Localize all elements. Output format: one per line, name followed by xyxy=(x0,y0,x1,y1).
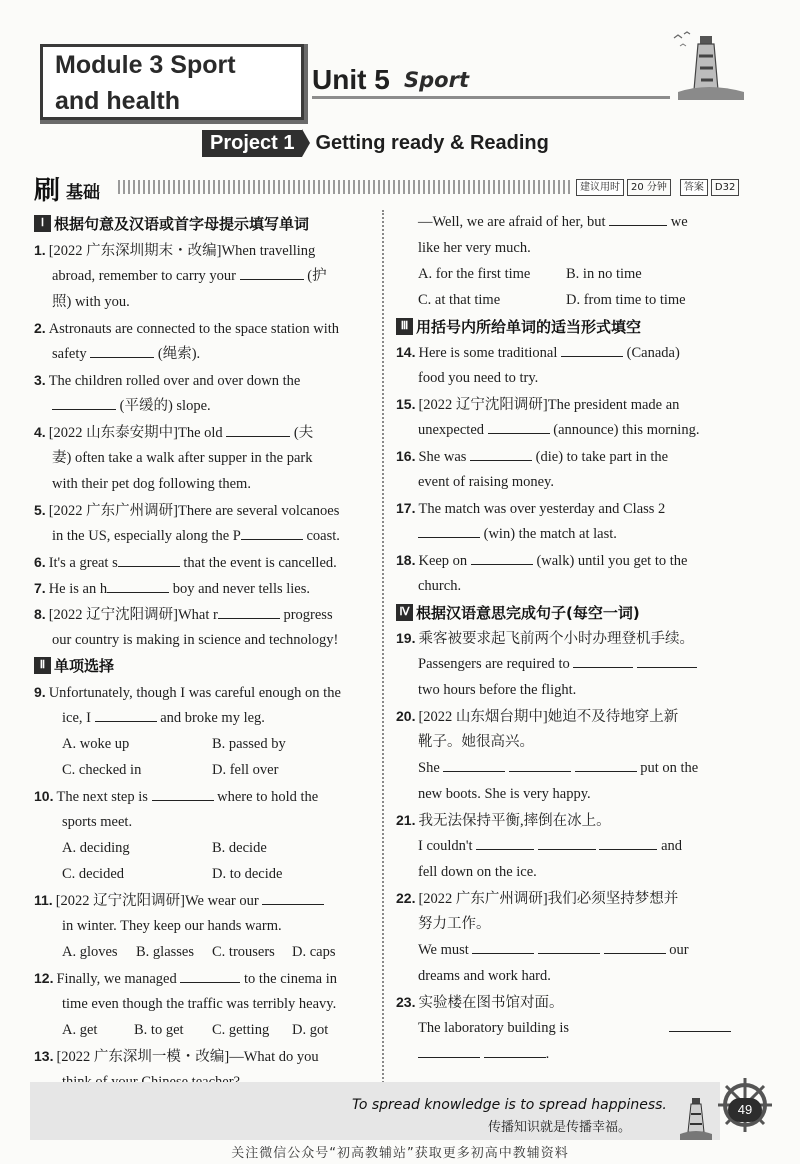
q1-text-b: abroad, remember to carry your xyxy=(52,268,236,284)
q7-blank[interactable] xyxy=(107,580,169,593)
q1-hint: (护 xyxy=(307,268,327,284)
q9-option-a[interactable]: A. woke up xyxy=(62,736,130,752)
q20-text-d: put on the xyxy=(640,760,699,776)
q5-text-a: [2022 广东广州调研]There are several volcanoes xyxy=(48,503,340,519)
q15-text-b: unexpected xyxy=(418,422,485,438)
q6-blank[interactable] xyxy=(118,554,180,567)
q9-blank[interactable] xyxy=(95,709,157,722)
q14-blank[interactable] xyxy=(561,344,623,357)
q13-option-c[interactable]: C. at that time xyxy=(418,292,501,308)
q15-line1 xyxy=(396,395,679,414)
q5-text-b: in the US, especially along the P xyxy=(52,528,241,544)
q20-blank-3[interactable] xyxy=(575,759,637,772)
q12-line1 xyxy=(34,969,337,988)
q12-option-b[interactable]: B. to get xyxy=(134,1022,184,1038)
q19-text-a: 乘客被要求起飞前两个小时办理登机手续。 xyxy=(418,631,694,647)
q13-line4: like her very much. xyxy=(418,240,531,256)
q10-blank[interactable] xyxy=(152,788,214,801)
q21-line3: fell down on the ice. xyxy=(418,864,537,880)
q9-option-d[interactable]: D. fell over xyxy=(212,762,279,778)
q7-number: 7. xyxy=(34,580,46,596)
q16-line1 xyxy=(396,447,668,466)
banner-hatch xyxy=(118,180,570,194)
project-tag: Project 1 xyxy=(202,130,302,157)
q10-text-a: The next step is xyxy=(56,789,148,805)
q13-text-a: [2022 广东深圳一模・改编]—What do you xyxy=(56,1049,319,1065)
q5-line1 xyxy=(34,501,339,520)
q22-text-a: [2022 广东广州调研]我们必须坚持梦想并 xyxy=(418,891,679,907)
q4-hint: (夫 xyxy=(293,425,314,441)
q21-line1 xyxy=(396,811,611,830)
q20-number: 20. xyxy=(396,708,416,724)
q9-line1 xyxy=(34,683,341,702)
q1-blank[interactable] xyxy=(240,267,304,280)
q13-line3 xyxy=(418,213,688,231)
q13-option-a[interactable]: A. for the first time xyxy=(418,266,531,282)
q8-blank[interactable] xyxy=(218,606,280,619)
time-box xyxy=(576,178,739,196)
section-2-title: 单项选择 xyxy=(54,657,115,675)
section-4-number: Ⅳ xyxy=(396,604,413,621)
q21-number: 21. xyxy=(396,812,416,828)
q8-text-a: [2022 辽宁沈阳调研]What r xyxy=(48,607,218,623)
q13-blank[interactable] xyxy=(609,213,667,226)
q21-blank-2[interactable] xyxy=(538,837,596,850)
q11-option-a[interactable]: A. gloves xyxy=(62,944,118,960)
q19-blank-2[interactable] xyxy=(637,655,697,668)
q18-number: 18. xyxy=(396,552,416,568)
q8-number: 8. xyxy=(34,606,46,622)
q8-text-b: progress xyxy=(283,607,333,623)
q10-text-b: where to hold the xyxy=(217,789,319,805)
q12-option-a[interactable]: A. get xyxy=(62,1022,98,1038)
q4-line1 xyxy=(34,423,313,442)
q2-hint: (绳索). xyxy=(157,346,201,362)
answer-label: 答案 xyxy=(680,179,708,196)
q17-text-a: The match was over yesterday and Class 2 xyxy=(418,501,666,517)
q2-number: 2. xyxy=(34,320,46,336)
q9-option-b[interactable]: B. passed by xyxy=(212,736,286,752)
q11-option-b[interactable]: B. glasses xyxy=(136,944,194,960)
q23-text-b: The laboratory building is xyxy=(418,1020,570,1036)
q22-number: 22. xyxy=(396,890,416,906)
q1-number: 1. xyxy=(34,242,46,258)
q19-text-b: Passengers are required to xyxy=(418,656,570,672)
section-1-title: 根据句意及汉语或首字母提示填写单词 xyxy=(54,215,310,233)
q4-number: 4. xyxy=(34,424,46,440)
q2-text-b: safety xyxy=(52,346,87,362)
q1-line1 xyxy=(34,241,315,260)
q5-text-c: coast. xyxy=(306,528,340,544)
q12-option-d[interactable]: D. got xyxy=(292,1022,329,1038)
q18-line1 xyxy=(396,551,687,570)
project-heading xyxy=(202,128,549,158)
q10-line1 xyxy=(34,787,318,806)
q22-text-d: our xyxy=(669,942,689,958)
bottom-note: 关注微信公众号“初高教辅站”获取更多初高中教辅资料 xyxy=(231,1146,569,1161)
q21-blank-1[interactable] xyxy=(476,837,534,850)
q13-text-c: —Well, we are afraid of her, but xyxy=(418,214,606,230)
q21-text-b: I couldn't xyxy=(418,838,473,854)
q10-number: 10. xyxy=(34,788,54,804)
q9-text-a: Unfortunately, though I was careful enough on the xyxy=(48,685,341,701)
unit-subtitle: Sport xyxy=(404,68,469,92)
q12-text-a: Finally, we managed xyxy=(56,971,177,987)
q20-line3 xyxy=(418,759,698,777)
answer-page: D32 xyxy=(711,179,739,196)
q8-line2: our country is making in science and technology! xyxy=(52,632,339,648)
q19-line3: two hours before the flight. xyxy=(418,682,577,698)
q16-blank[interactable] xyxy=(470,448,532,461)
section-3-heading xyxy=(396,316,641,337)
q5-number: 5. xyxy=(34,502,46,518)
q3-blank[interactable] xyxy=(52,397,116,410)
section-4-heading xyxy=(396,602,640,623)
q4-blank[interactable] xyxy=(226,424,290,437)
q17-blank[interactable] xyxy=(418,525,480,538)
page-number: 49 xyxy=(728,1098,762,1122)
q11-line1 xyxy=(34,891,324,910)
q23-text-a: 实验楼在图书馆对面。 xyxy=(418,995,564,1011)
time-label: 建议用时 xyxy=(576,179,624,196)
q12-line2: time even though the traffic was terribly heavy. xyxy=(62,996,337,1012)
q15-number: 15. xyxy=(396,396,416,412)
q9-option-c[interactable]: C. checked in xyxy=(62,762,142,778)
q22-blank-3[interactable] xyxy=(604,941,666,954)
q3-line1 xyxy=(34,371,300,390)
q13-option-b[interactable]: B. in no time xyxy=(566,266,642,282)
q10-option-b[interactable]: B. decide xyxy=(212,840,267,856)
q15-line2 xyxy=(418,421,699,439)
q19-blank-1[interactable] xyxy=(573,655,633,668)
lighthouse-icon xyxy=(668,30,748,102)
q10-option-c[interactable]: C. decided xyxy=(62,866,125,882)
q23-blank-1[interactable] xyxy=(669,1019,731,1032)
unit-title: Unit 5 xyxy=(312,64,390,95)
q2-text-a: Astronauts are connected to the space station with xyxy=(48,321,339,337)
time-value: 20 分钟 xyxy=(627,179,671,196)
q21-text-a: 我无法保持平衡,摔倒在冰上。 xyxy=(418,813,611,829)
q10-option-d[interactable]: D. to decide xyxy=(212,866,283,882)
q18-hint: (walk) until you get to the xyxy=(536,553,688,569)
section-1-heading xyxy=(34,213,309,234)
q23-blank-3[interactable] xyxy=(484,1045,546,1058)
q15-hint: (announce) this morning. xyxy=(553,422,700,438)
q17-hint: (win) the match at last. xyxy=(483,526,617,542)
q6-text-b: that the event is cancelled. xyxy=(183,555,337,571)
q12-blank[interactable] xyxy=(180,970,240,983)
project-arrow xyxy=(302,129,310,157)
section-3-number: Ⅲ xyxy=(396,318,413,335)
q17-line1 xyxy=(396,499,665,518)
q1-line3: 照) with you. xyxy=(52,294,130,310)
q22-line4: dreams and work hard. xyxy=(418,968,551,984)
q11-blank[interactable] xyxy=(262,892,324,905)
column-divider xyxy=(382,210,384,1086)
q23-line2 xyxy=(418,1019,731,1037)
q4-line3: with their pet dog following them. xyxy=(52,476,251,492)
q19-line2 xyxy=(418,655,697,673)
q20-line1 xyxy=(396,707,678,726)
q23-blank-2[interactable] xyxy=(418,1045,480,1058)
q12-text-b: to the cinema in xyxy=(243,971,337,987)
shua-label: 刷 xyxy=(34,176,61,206)
q11-text-a: [2022 辽宁沈阳调研]We wear our xyxy=(55,893,259,909)
q21-line2 xyxy=(418,837,682,855)
module-title-line1: Module 3 Sport xyxy=(55,51,236,79)
q20-line4: new boots. She is very happy. xyxy=(418,786,591,802)
q22-line2: 努力工作。 xyxy=(418,916,491,932)
q13-text-d: we xyxy=(670,214,688,230)
q18-blank[interactable] xyxy=(471,552,533,565)
q16-line2: event of raising money. xyxy=(418,474,554,490)
q22-line3 xyxy=(418,941,689,959)
q2-blank[interactable] xyxy=(90,345,154,358)
q9-text-b: ice, I xyxy=(62,710,91,726)
motto-english: To spread knowledge is to spread happiness. xyxy=(352,1097,667,1113)
q10-option-a[interactable]: A. deciding xyxy=(62,840,130,856)
q11-option-d[interactable]: D. caps xyxy=(292,944,336,960)
q13-number: 13. xyxy=(34,1048,54,1064)
q15-blank[interactable] xyxy=(488,421,550,434)
q22-line1 xyxy=(396,889,678,908)
q3-line2 xyxy=(52,397,211,415)
q6-line xyxy=(34,553,337,572)
q20-line2: 靴子。她很高兴。 xyxy=(418,734,534,750)
project-title: Getting ready & Reading xyxy=(315,131,549,154)
q13-option-d[interactable]: D. from time to time xyxy=(566,292,686,308)
unit-underline xyxy=(312,96,670,99)
small-lighthouse-icon xyxy=(678,1094,714,1140)
section-2-heading xyxy=(34,655,114,676)
q20-blank-2[interactable] xyxy=(509,759,571,772)
q7-line xyxy=(34,579,310,598)
q5-line2 xyxy=(52,527,340,545)
q3-number: 3. xyxy=(34,372,46,388)
q3-text-a: The children rolled over and over down the xyxy=(48,373,301,389)
q2-line2 xyxy=(52,345,200,363)
q6-text-a: It's a great s xyxy=(48,555,118,571)
section-3-title: 用括号内所给单词的适当形式填空 xyxy=(416,318,642,336)
q11-option-c[interactable]: C. trousers xyxy=(212,944,275,960)
q19-number: 19. xyxy=(396,630,416,646)
q1-line2 xyxy=(52,267,327,285)
q20-text-c: She xyxy=(418,760,440,776)
q2-line1 xyxy=(34,319,339,338)
q6-number: 6. xyxy=(34,554,46,570)
q20-blank-1[interactable] xyxy=(443,759,505,772)
q16-text-a: She was xyxy=(418,449,467,465)
q23-number: 23. xyxy=(396,994,416,1010)
q11-line2: in winter. They keep our hands warm. xyxy=(62,918,282,934)
q9-number: 9. xyxy=(34,684,46,700)
q21-blank-3[interactable] xyxy=(599,837,657,850)
q12-option-c[interactable]: C. getting xyxy=(212,1022,270,1038)
q7-text-b: boy and never tells lies. xyxy=(172,581,311,597)
q5-blank[interactable] xyxy=(241,527,303,540)
q14-number: 14. xyxy=(396,344,416,360)
q22-blank-1[interactable] xyxy=(472,941,534,954)
module-title-line2: and health xyxy=(55,87,181,115)
q4-text-a: [2022 山东泰安期中]The old xyxy=(48,425,223,441)
q3-hint: (平缓的) slope. xyxy=(119,398,211,414)
q16-number: 16. xyxy=(396,448,416,464)
q14-text-a: Here is some traditional xyxy=(418,345,558,361)
q12-number: 12. xyxy=(34,970,54,986)
q8-line1 xyxy=(34,605,333,624)
q7-text-a: He is an h xyxy=(48,581,108,597)
q9-text-c: and broke my leg. xyxy=(160,710,265,726)
q14-hint: (Canada) xyxy=(626,345,680,361)
q19-line1 xyxy=(396,629,694,648)
q17-line2 xyxy=(418,525,617,543)
motto-chinese: 传播知识就是传播幸福。 xyxy=(488,1120,632,1135)
section-1-number: Ⅰ xyxy=(34,215,51,232)
q14-line2: food you need to try. xyxy=(418,370,539,386)
q18-text-a: Keep on xyxy=(418,553,468,569)
q22-text-c: We must xyxy=(418,942,469,958)
q21-text-c: and xyxy=(661,838,682,854)
q16-hint: (die) to take part in the xyxy=(535,449,669,465)
section-2-number: Ⅱ xyxy=(34,657,51,674)
q23-line3: . xyxy=(418,1045,549,1063)
q18-line2: church. xyxy=(418,578,462,594)
q4-line2: 妻) often take a walk after supper in the park xyxy=(52,450,313,466)
q17-number: 17. xyxy=(396,500,416,516)
q15-text-a: [2022 辽宁沈阳调研]The president made an xyxy=(418,397,680,413)
q13-line1 xyxy=(34,1047,319,1066)
q20-text-a: [2022 山东烟台期中]她迫不及待地穿上新 xyxy=(418,709,679,725)
jichu-label: 基础 xyxy=(66,183,100,203)
module-box xyxy=(40,44,304,120)
q1-text-a: [2022 广东深圳期末・改编]When travelling xyxy=(48,243,316,259)
q10-line2: sports meet. xyxy=(62,814,133,830)
q14-line1 xyxy=(396,343,680,362)
section-4-title: 根据汉语意思完成句子(每空一词) xyxy=(416,604,640,622)
q11-number: 11. xyxy=(34,892,53,908)
q9-line2 xyxy=(62,709,265,727)
q23-line1 xyxy=(396,993,563,1012)
q22-blank-2[interactable] xyxy=(538,941,600,954)
